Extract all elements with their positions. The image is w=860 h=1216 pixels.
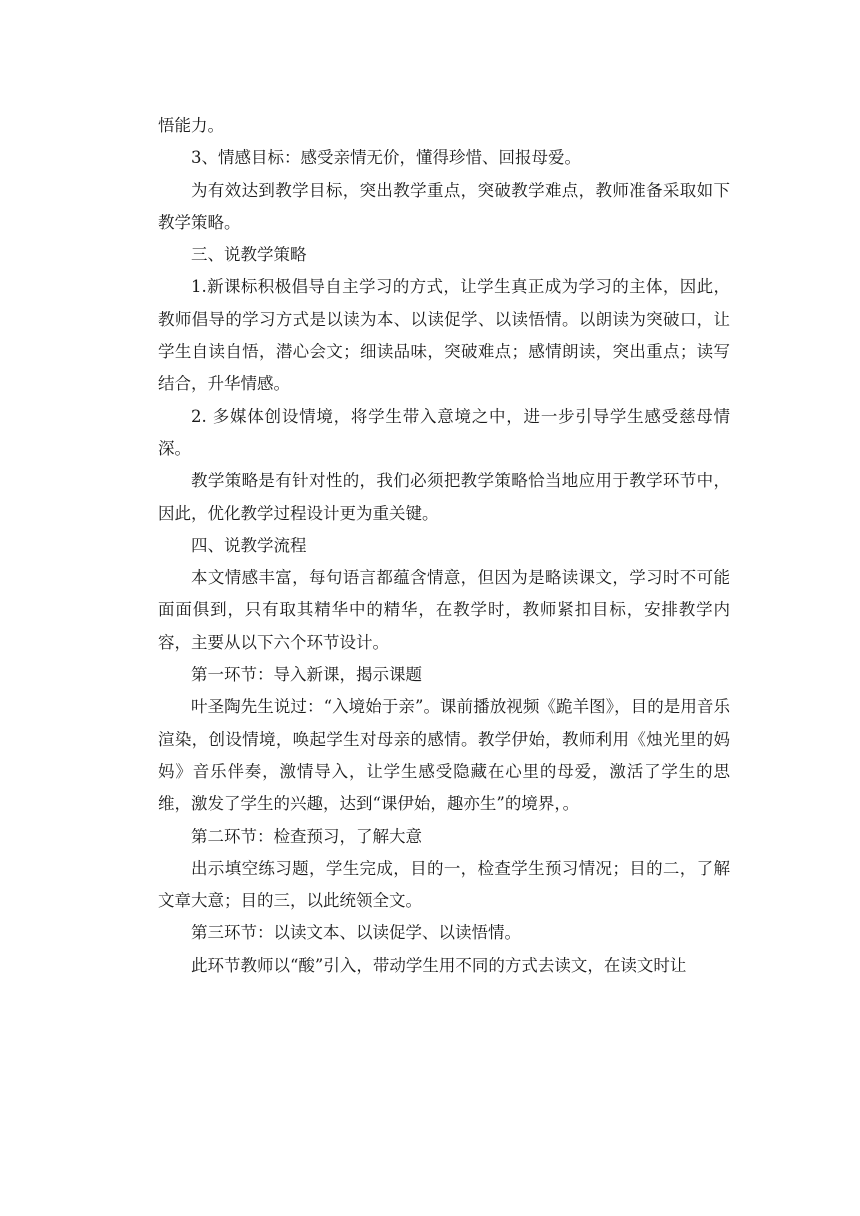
section-heading: 三、说教学策略: [191, 245, 307, 265]
paragraph: 1.新课标积极倡导自主学习的方式，让学生真正成为学习的主体，因此，教师倡导的学习方式是以读为本、以读促学、以读悟情。以朗读为突破口，让学生自读自悟，潜心会文；细读品味，突破难点；感情朗读，突出重点；读写结合，升华情感。: [158, 277, 730, 394]
paragraph: 悟能力。: [158, 116, 224, 135]
paragraph: 此环节教师以“酸”引入，带动学生用不同的方式去读文，在读文时让: [191, 955, 687, 975]
subsection-heading: 第一环节：导入新课，揭示课题: [191, 665, 422, 685]
subsection-heading: 第二环节：检查预习，了解大意: [191, 826, 422, 846]
paragraph: 2. 多媒体创设情境，将学生带入意境之中，进一步引导学生感受慈母情深。: [158, 406, 730, 458]
paragraph: 叶圣陶先生说过：“入境始于亲”。课前播放视频《跪羊图》，目的是用音乐渲染，创设情境，唤起学生对母亲的感情。教学伊始，教师利用《烛光里的妈妈》音乐伴奏，激情导入，让学生感受隐藏在心里的母爱，激活了学生的思维，激发了学生的兴趣，达到“课伊始，趣亦生”的境界，。: [158, 697, 730, 814]
paragraph: 为有效达到教学目标，突出教学重点，突破教学难点，教师准备采取如下教学策略。: [158, 180, 730, 232]
paragraph: 3、情感目标：感受亲情无价，懂得珍惜、回报母爱。: [191, 148, 581, 168]
section-heading: 四、说教学流程: [191, 535, 307, 555]
document-body: [158, 110, 730, 982]
subsection-heading: 第三环节：以读文本、以读促学、以读悟情。: [191, 923, 521, 943]
paragraph: 出示填空练习题，学生完成，目的一，检查学生预习情况；目的二，了解文章大意；目的三，以此统领全文。: [158, 858, 730, 911]
paragraph: 本文情感丰富，每句语言都蕴含情意，但因为是略读课文，学习时不可能面面俱到，只有取其精华中的精华，在教学时，教师紧扣目标，安排教学内容，主要从以下六个环节设计。: [158, 568, 730, 652]
paragraph: 教学策略是有针对性的，我们必须把教学策略恰当地应用于教学环节中，因此，优化教学过程设计更为重关键。: [158, 471, 730, 523]
